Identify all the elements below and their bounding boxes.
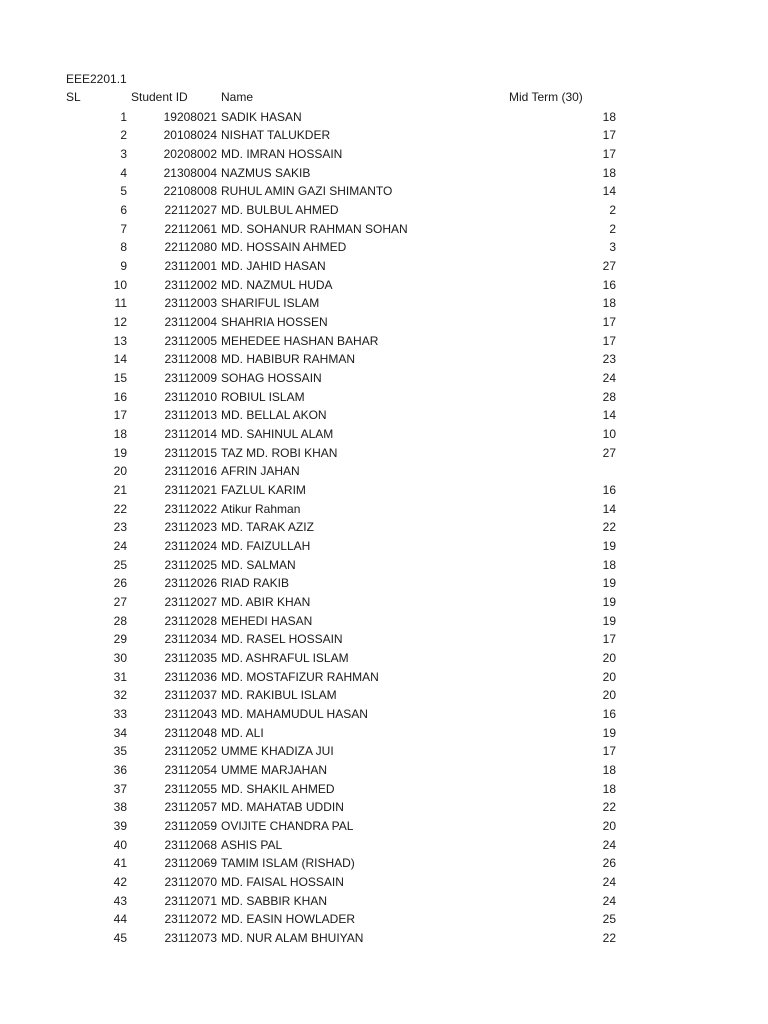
table-row	[0, 817, 768, 836]
table-row	[0, 369, 768, 388]
cell-sl: 34	[113, 725, 127, 740]
cell-sl: 39	[113, 819, 127, 834]
cell-student-id: 22112080	[164, 240, 217, 255]
cell-student-id: 23112028	[164, 613, 217, 628]
cell-name: UMME KHADIZA JUI	[221, 744, 334, 759]
student-list	[0, 108, 768, 948]
cell-mid-term: 24	[602, 370, 616, 385]
table-row	[0, 836, 768, 855]
cell-mid-term: 17	[602, 146, 616, 161]
table-row	[0, 444, 768, 463]
table-row	[0, 556, 768, 575]
cell-name: OVIJITE CHANDRA PAL	[221, 819, 354, 834]
cell-mid-term: 17	[602, 314, 616, 329]
cell-mid-term: 19	[602, 594, 616, 609]
table-row	[0, 108, 768, 127]
table-row	[0, 742, 768, 761]
cell-sl: 41	[113, 856, 127, 871]
cell-name: RIAD RAKIB	[221, 576, 290, 591]
cell-mid-term: 27	[602, 258, 616, 273]
cell-student-id: 20108024	[163, 128, 217, 143]
cell-mid-term: 27	[602, 445, 616, 460]
cell-sl: 20	[113, 464, 127, 479]
cell-sl: 29	[113, 632, 127, 647]
cell-name: MD. BELLAL AKON	[221, 408, 327, 423]
cell-mid-term: 19	[602, 725, 616, 740]
cell-student-id: 23112055	[164, 781, 217, 796]
table-row	[0, 126, 768, 145]
table-row	[0, 294, 768, 313]
cell-sl: 9	[120, 258, 127, 273]
cell-sl: 44	[113, 912, 127, 927]
cell-sl: 17	[113, 408, 127, 423]
cell-mid-term: 14	[602, 408, 616, 423]
column-header-row	[0, 88, 768, 106]
cell-sl: 10	[113, 277, 127, 292]
cell-name: MD. NAZMUL HUDA	[221, 277, 333, 292]
table-row	[0, 705, 768, 724]
cell-mid-term: 17	[602, 744, 616, 759]
table-row	[0, 873, 768, 892]
cell-mid-term: 20	[602, 819, 616, 834]
cell-student-id: 23112016	[164, 464, 217, 479]
cell-name: MD. FAISAL HOSSAIN	[221, 875, 344, 890]
cell-student-id: 23112025	[164, 557, 217, 572]
cell-mid-term: 2	[609, 221, 616, 236]
cell-mid-term: 19	[602, 576, 616, 591]
cell-student-id: 23112027	[164, 594, 217, 609]
cell-mid-term: 17	[602, 333, 616, 348]
cell-mid-term: 17	[602, 632, 616, 647]
cell-student-id: 23112009	[164, 370, 217, 385]
cell-student-id: 23112021	[164, 482, 217, 497]
cell-mid-term: 24	[602, 875, 616, 890]
cell-student-id: 23112026	[164, 576, 217, 591]
cell-name: MD. BULBUL AHMED	[221, 202, 339, 217]
cell-sl: 33	[113, 707, 127, 721]
cell-name: MD. MAHATAB UDDIN	[221, 800, 344, 815]
cell-sl: 23	[113, 520, 127, 535]
cell-student-id: 23112054	[164, 763, 217, 778]
cell-sl: 2	[120, 128, 127, 143]
cell-mid-term: 10	[602, 426, 616, 441]
cell-mid-term: 2	[609, 202, 616, 217]
table-row	[0, 854, 768, 873]
table-row	[0, 686, 768, 705]
cell-name: MD. NUR ALAM BHUIYAN	[221, 931, 364, 946]
cell-student-id: 23112024	[164, 538, 217, 553]
cell-name: MD. TARAK AZIZ	[221, 520, 314, 535]
cell-sl: 19	[113, 445, 127, 460]
cell-name: MD. MAHAMUDUL HASAN	[221, 707, 368, 721]
column-header-student-id: Student ID	[131, 90, 188, 104]
cell-sl: 15	[113, 370, 127, 385]
course-code: EEE2201.1	[66, 72, 127, 86]
cell-name: MD. ALI	[221, 725, 264, 740]
cell-student-id: 23112073	[164, 931, 217, 946]
table-row	[0, 257, 768, 276]
cell-sl: 16	[113, 389, 127, 404]
cell-name: ROBIUL ISLAM	[221, 389, 305, 404]
cell-mid-term: 19	[602, 538, 616, 553]
table-row	[0, 313, 768, 332]
cell-sl: 40	[113, 837, 127, 852]
cell-student-id: 23112070	[164, 875, 217, 890]
cell-student-id: 23112043	[164, 707, 217, 721]
table-row	[0, 761, 768, 780]
cell-mid-term: 18	[602, 781, 616, 796]
table-row	[0, 649, 768, 668]
cell-sl: 28	[113, 613, 127, 628]
cell-student-id: 23112057	[164, 800, 217, 815]
cell-name: RUHUL AMIN GAZI SHIMANTO	[221, 184, 393, 199]
table-row	[0, 910, 768, 929]
cell-sl: 26	[113, 576, 127, 591]
column-header-name: Name	[221, 90, 254, 104]
table-row	[0, 481, 768, 500]
column-header-sl: SL	[66, 90, 81, 104]
table-row	[0, 574, 768, 593]
cell-name: SADIK HASAN	[221, 109, 302, 124]
cell-sl: 37	[113, 781, 127, 796]
cell-name: MD. SAHINUL ALAM	[221, 426, 334, 441]
cell-name: MD. RAKIBUL ISLAM	[221, 688, 337, 703]
table-row	[0, 238, 768, 257]
cell-sl: 38	[113, 800, 127, 815]
cell-student-id: 22112061	[164, 221, 217, 236]
cell-student-id: 23112005	[164, 333, 217, 348]
table-row	[0, 406, 768, 425]
cell-mid-term: 17	[602, 128, 616, 143]
table-row	[0, 388, 768, 407]
cell-sl: 42	[113, 875, 127, 890]
cell-sl: 36	[113, 763, 127, 778]
cell-mid-term: 18	[602, 296, 616, 311]
cell-name: NAZMUS SAKIB	[221, 165, 311, 180]
cell-name: MD. EASIN HOWLADER	[221, 912, 356, 927]
cell-mid-term: 18	[602, 109, 616, 124]
cell-name: MD. SALMAN	[221, 557, 296, 572]
cell-student-id: 23112035	[164, 650, 217, 665]
cell-name: MD. IMRAN HOSSAIN	[221, 146, 343, 161]
cell-name: NISHAT TALUKDER	[221, 128, 331, 143]
cell-mid-term: 22	[602, 800, 616, 815]
cell-name: MD. SHAKIL AHMED	[221, 781, 335, 796]
table-row	[0, 929, 768, 948]
table-row	[0, 537, 768, 556]
cell-student-id: 22112027	[164, 202, 217, 217]
cell-name: SHAHRIA HOSSEN	[221, 314, 328, 329]
table-row	[0, 630, 768, 649]
cell-student-id: 21308004	[163, 165, 217, 180]
cell-name: AFRIN JAHAN	[221, 464, 300, 479]
cell-student-id: 23112013	[164, 408, 217, 423]
cell-sl: 31	[113, 669, 127, 684]
cell-sl: 21	[113, 482, 127, 497]
cell-student-id: 23112008	[164, 352, 217, 367]
cell-student-id: 23112014	[164, 426, 217, 441]
cell-name: TAMIM ISLAM (RISHAD)	[221, 856, 355, 871]
cell-name: Atikur Rahman	[221, 501, 301, 516]
cell-mid-term: 18	[602, 557, 616, 572]
cell-sl: 24	[113, 538, 127, 553]
cell-mid-term: 20	[602, 669, 616, 684]
cell-name: UMME MARJAHAN	[221, 763, 328, 778]
cell-mid-term: 19	[602, 613, 616, 628]
cell-sl: 27	[113, 594, 127, 609]
cell-mid-term: 18	[602, 165, 616, 180]
cell-mid-term: 20	[602, 688, 616, 703]
cell-name: MEHEDEE HASHAN BAHAR	[221, 333, 379, 348]
cell-student-id: 23112022	[164, 501, 217, 516]
table-row	[0, 612, 768, 631]
cell-sl: 12	[113, 314, 127, 329]
cell-student-id: 20208002	[163, 146, 217, 161]
cell-mid-term: 14	[602, 501, 616, 516]
table-row	[0, 462, 768, 481]
cell-student-id: 23112034	[164, 632, 217, 647]
cell-mid-term: 24	[602, 893, 616, 908]
table-row	[0, 593, 768, 612]
cell-mid-term: 23	[602, 352, 616, 367]
cell-name: MD. HOSSAIN AHMED	[221, 240, 347, 255]
cell-sl: 32	[113, 688, 127, 703]
cell-student-id: 23112068	[164, 837, 217, 852]
table-row	[0, 668, 768, 687]
table-row	[0, 145, 768, 164]
cell-sl: 18	[113, 426, 127, 441]
cell-student-id: 23112002	[164, 277, 217, 292]
cell-name: MD. FAIZULLAH	[221, 538, 311, 553]
table-row	[0, 350, 768, 369]
cell-sl: 5	[120, 184, 127, 199]
cell-sl: 13	[113, 333, 127, 348]
cell-student-id: 23112037	[164, 688, 217, 703]
cell-mid-term: 18	[602, 763, 616, 778]
cell-sl: 7	[120, 221, 127, 236]
cell-student-id: 23112010	[164, 389, 217, 404]
cell-mid-term: 20	[602, 650, 616, 665]
cell-mid-term: 28	[602, 389, 616, 404]
table-row	[0, 798, 768, 817]
cell-sl: 3	[120, 146, 127, 161]
table-row	[0, 220, 768, 239]
table-row	[0, 500, 768, 519]
cell-student-id: 23112004	[164, 314, 217, 329]
cell-student-id: 23112015	[164, 445, 217, 460]
cell-name: MD. JAHID HASAN	[221, 258, 326, 273]
cell-mid-term: 14	[602, 184, 616, 199]
cell-student-id: 23112003	[164, 296, 217, 311]
cell-name: TAZ MD. ROBI KHAN	[221, 445, 338, 460]
cell-sl: 11	[114, 296, 127, 311]
table-row	[0, 182, 768, 201]
cell-sl: 4	[120, 165, 127, 180]
cell-student-id: 23112052	[164, 744, 217, 759]
cell-sl: 6	[120, 202, 127, 217]
cell-mid-term: 25	[602, 912, 616, 927]
cell-mid-term: 16	[602, 707, 616, 721]
cell-sl: 30	[113, 650, 127, 665]
table-row	[0, 425, 768, 444]
cell-name: FAZLUL KARIM	[221, 482, 306, 497]
cell-name: MD. HABIBUR RAHMAN	[221, 352, 356, 367]
cell-mid-term: 22	[602, 931, 616, 946]
table-row	[0, 518, 768, 537]
cell-mid-term: 16	[602, 277, 616, 292]
cell-sl: 25	[113, 557, 127, 572]
cell-name: MD. RASEL HOSSAIN	[221, 632, 343, 647]
cell-student-id: 23112023	[164, 520, 217, 535]
cell-sl: 14	[113, 352, 127, 367]
cell-name: MD. ASHRAFUL ISLAM	[221, 650, 349, 665]
cell-name: SHARIFUL ISLAM	[221, 296, 320, 311]
table-row	[0, 164, 768, 183]
table-row	[0, 332, 768, 351]
cell-name: MD. MOSTAFIZUR RAHMAN	[221, 669, 379, 684]
cell-sl: 43	[113, 893, 127, 908]
cell-name: ASHIS PAL	[221, 837, 283, 852]
cell-mid-term: 24	[602, 837, 616, 852]
cell-student-id: 23112071	[164, 893, 217, 908]
cell-mid-term: 22	[602, 520, 616, 535]
table-row	[0, 201, 768, 220]
cell-name: MD. SABBIR KHAN	[221, 893, 328, 908]
cell-mid-term: 16	[602, 482, 616, 497]
cell-student-id: 23112059	[164, 819, 217, 834]
cell-student-id: 23112001	[164, 258, 217, 273]
cell-name: MEHEDI HASAN	[221, 613, 313, 628]
cell-student-id: 23112048	[164, 725, 217, 740]
cell-sl: 8	[120, 240, 127, 255]
table-row	[0, 276, 768, 295]
cell-name: MD. SOHANUR RAHMAN SOHAN	[221, 221, 408, 236]
cell-student-id: 23112069	[164, 856, 217, 871]
cell-sl: 45	[113, 931, 127, 946]
cell-mid-term: 3	[609, 240, 616, 255]
cell-sl: 22	[113, 501, 127, 516]
cell-sl: 1	[120, 109, 127, 124]
cell-student-id: 22108008	[163, 184, 217, 199]
column-header-mid-term: Mid Term (30)	[509, 90, 583, 104]
cell-student-id: 19208021	[163, 109, 217, 124]
table-row	[0, 780, 768, 799]
cell-mid-term: 26	[602, 856, 616, 871]
cell-name: SOHAG HOSSAIN	[221, 370, 322, 385]
cell-student-id: 23112072	[164, 912, 217, 927]
cell-student-id: 23112036	[164, 669, 217, 684]
cell-sl: 35	[113, 744, 127, 759]
table-row	[0, 724, 768, 743]
table-row	[0, 892, 768, 911]
cell-name: MD. ABIR KHAN	[221, 594, 311, 609]
